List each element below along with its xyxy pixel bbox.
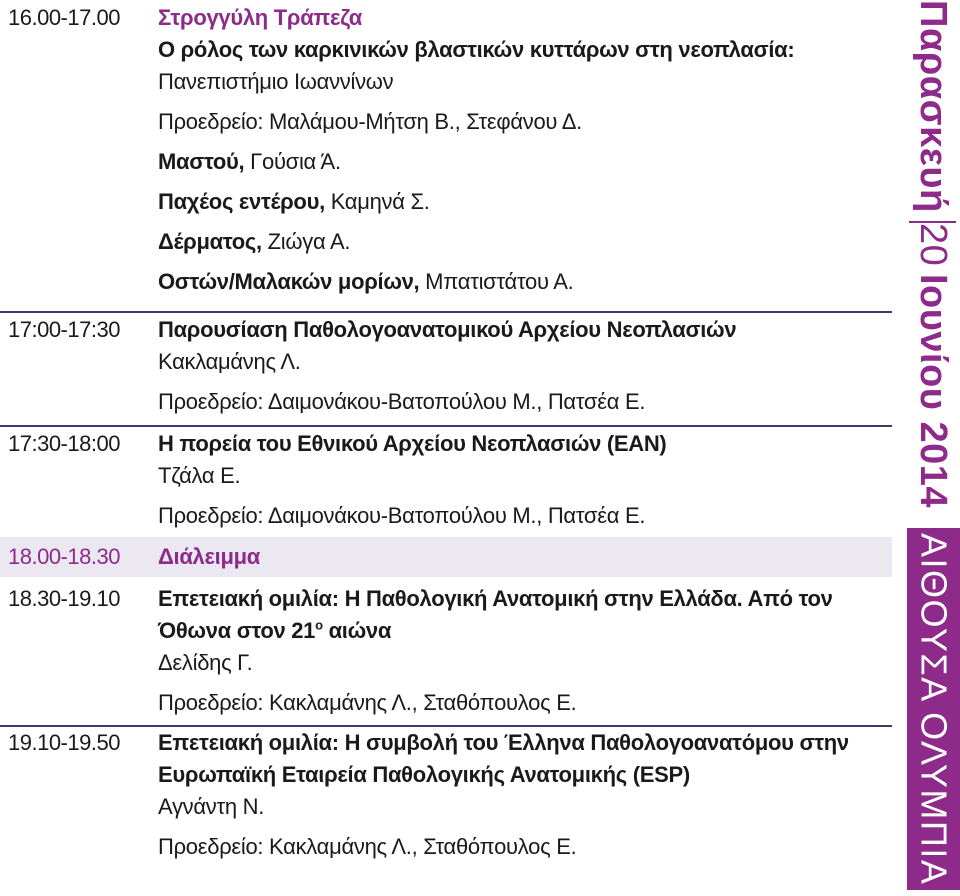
session-chairs: Προεδρείο: Δαιμονάκου-Βατοπούλου Μ., Πατσέα Ε.	[158, 503, 646, 528]
session-time: 18.30-19.10	[8, 586, 120, 611]
talk-speaker: Ζιώγα Α.	[261, 229, 351, 254]
session-chairs: Προεδρείο: Δαιμονάκου-Βατοπούλου Μ., Πατσέα Ε.	[158, 389, 646, 414]
session-title: Παρουσίαση Παθολογοανατομικού Αρχείου Νεοπλασιών	[158, 317, 737, 342]
title-text: Όθωνα στον 21	[158, 618, 316, 643]
session-chairs: Προεδρείο: Κακλαμάνης Λ., Σταθόπουλος Ε.	[158, 690, 577, 715]
month-year-label: Ιουνίου 2014	[912, 274, 954, 509]
session-content	[158, 428, 892, 532]
session-time: 18.00-18.30	[8, 544, 120, 569]
session-content	[158, 727, 892, 863]
talk-speaker: Καμηνά Σ.	[324, 189, 430, 214]
talk-speaker: Μπατιστάτου Α.	[419, 269, 574, 294]
hall-label-box	[907, 528, 960, 890]
day-label: 20	[909, 221, 956, 266]
talk-item	[158, 266, 892, 298]
date-label	[905, 0, 960, 520]
talk-topic: Δέρματος,	[158, 229, 262, 254]
hall-label: ΑΙΘΟΥΣΑ ΟΛΥΜΠΙΑ	[913, 532, 955, 886]
talk-item	[158, 186, 892, 218]
session-title: Επετειακή ομιλία: Η Παθολογική Ανατομική στην Ελλάδα. Από τον	[158, 586, 833, 611]
superscript: ο	[315, 617, 323, 633]
session-time: 17:00-17:30	[8, 317, 120, 342]
divider	[0, 425, 892, 427]
session-chairs: Προεδρείο: Κακλαμάνης Λ., Σταθόπουλος Ε.	[158, 834, 577, 859]
session-content	[158, 583, 892, 719]
session-speaker: Τζάλα Ε.	[158, 463, 241, 488]
session-anniversary-lecture-2	[0, 727, 892, 867]
talk-item	[158, 146, 892, 178]
side-banner	[905, 0, 960, 896]
session-time: 17:30-18:00	[8, 431, 120, 456]
session-roundtable	[0, 2, 892, 302]
session-type: Στρογγύλη Τράπεζα	[158, 5, 362, 30]
session-title-cont	[158, 615, 892, 647]
talk-speaker: Γούσια Ά.	[244, 149, 341, 174]
session-speaker: Αγνάντη Ν.	[158, 794, 265, 819]
talk-topic: Οστών/Μαλακών μορίων,	[158, 269, 420, 294]
session-content	[158, 2, 892, 298]
session-subtitle: Πανεπιστήμιο Ιωαννίνων	[158, 69, 394, 94]
break-label: Διάλειμμα	[158, 544, 260, 569]
talk-item	[158, 226, 892, 258]
session-chairs: Προεδρείο: Μαλάμου-Μήτση Β., Στεφάνου Δ.	[158, 109, 582, 134]
session-break	[0, 541, 892, 575]
session-content	[158, 314, 892, 418]
session-archive-presentation	[0, 314, 892, 424]
session-speaker: Κακλαμάνης Λ.	[158, 349, 301, 374]
session-title: Επετειακή ομιλία: Η συμβολή του Έλληνα Παθολογοανατόμου στην	[158, 730, 849, 755]
session-anniversary-lecture-1	[0, 583, 892, 723]
weekday-label: Παρασκευή	[912, 0, 954, 213]
session-time: 16.00-17.00	[8, 5, 120, 30]
talk-topic: Παχέος εντέρου,	[158, 189, 325, 214]
session-national-archive	[0, 428, 892, 534]
session-content	[158, 541, 892, 573]
session-title-cont: Ευρωπαϊκή Εταιρεία Παθολογικής Ανατομικής (ESP)	[158, 762, 690, 787]
session-time: 19.10-19.50	[8, 730, 120, 755]
talk-topic: Μαστού,	[158, 149, 245, 174]
session-title: Ο ρόλος των καρκινικών βλαστικών κυττάρων στη νεοπλασία:	[158, 37, 795, 62]
divider	[0, 311, 892, 313]
session-speaker: Δελίδης Γ.	[158, 650, 253, 675]
session-title: Η πορεία του Εθνικού Αρχείου Νεοπλασιών (ΕΑΝ)	[158, 431, 667, 456]
title-text: αιώνα	[322, 618, 392, 643]
